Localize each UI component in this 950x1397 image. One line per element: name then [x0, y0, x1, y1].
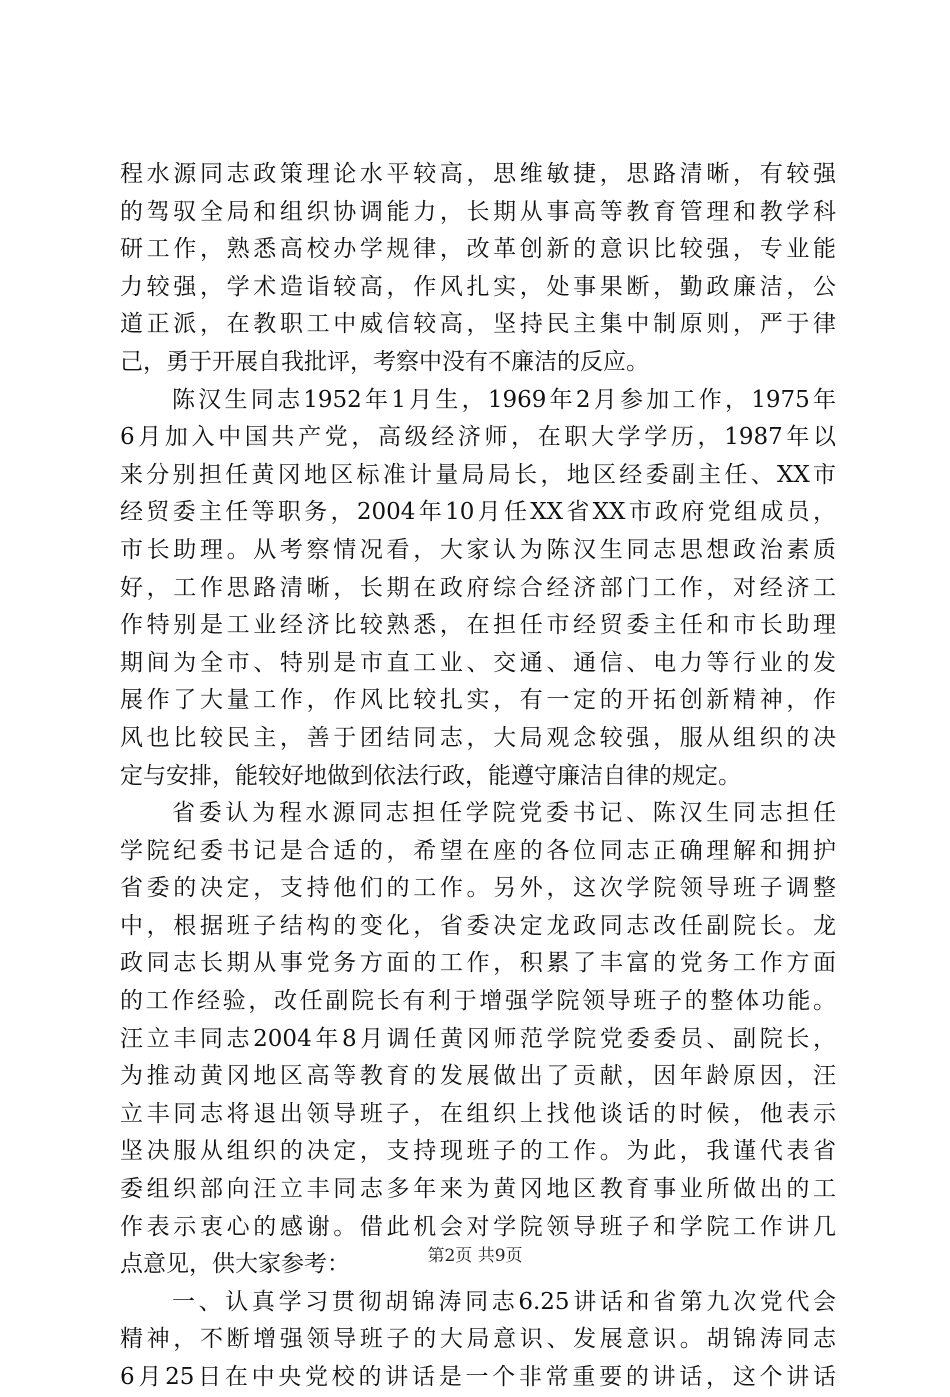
text-line: 展作了大量工作，作风比较扎实，有一定的开拓创新精神，作 — [120, 687, 836, 714]
text-line: 程水源同志政策理论水平较高，思维敏捷，思路清晰，有较强 — [120, 161, 836, 187]
text-line: 6月加入中国共产党，高级经济师，在职大学学历，1987年以 — [120, 424, 836, 451]
text-line: 政同志长期从事党务方面的工作，积累了丰富的党务工作方面 — [120, 950, 836, 977]
text-line: 作特别是工业经济比较熟悉，在担任市经贸委主任和市长助理 — [120, 612, 836, 639]
text-line: 省委的决定，支持他们的工作。另外，这次学院领导班子调整 — [120, 875, 836, 902]
text-line: 的驾驭全局和组织协调能力，长期从事高等教育管理和教学科 — [120, 198, 836, 225]
text-line: 己，勇于开展自我批评，考察中没有不廉洁的反应。 — [120, 348, 649, 375]
text-line: 点意见，供大家参考： — [120, 1251, 350, 1278]
text-line: 风也比较民主，善于团结同志，大局观念较强，服从组织的决 — [120, 724, 836, 751]
text-line: 经贸委主任等职务，2004年10月任XX省XX市政府党组成员， — [120, 499, 836, 526]
text-line: 中，根据班子结构的变化，省委决定龙政同志改任副院长。龙 — [120, 912, 836, 939]
page-footer: 第2页 共9页 — [427, 1246, 523, 1266]
text-line: 省委认为程水源同志担任学院党委书记、陈汉生同志担任 — [172, 800, 836, 827]
text-line: 陈汉生同志1952年1月生，1969年2月参加工作，1975年 — [172, 386, 836, 413]
text-line: 一、认真学习贯彻胡锦涛同志6.25讲话和省第九次党代会 — [172, 1288, 836, 1315]
text-line: 委组织部向汪立丰同志多年来为黄冈地区教育事业所做出的工 — [120, 1176, 836, 1203]
text-line: 来分别担任黄冈地区标准计量局局长，地区经委副主任、XX市 — [120, 461, 836, 488]
text-line: 6月25日在中央党校的讲话是一个非常重要的讲话，这个讲话 — [120, 1364, 836, 1390]
text-line: 市长助理。从考察情况看，大家认为陈汉生同志思想政治素质 — [120, 536, 836, 563]
text-line: 立丰同志将退出领导班子，在组织上找他谈话的时候，他表示 — [120, 1100, 836, 1127]
text-line: 研工作，熟悉高校办学规律，改革创新的意识比较强，专业能 — [120, 236, 836, 263]
text-line: 定与安排，能较好地做到依法行政，能遵守廉洁自律的规定。 — [120, 762, 741, 789]
text-line: 汪立丰同志2004年8月调任黄冈师范学院党委委员、副院长， — [120, 1025, 836, 1052]
text-line: 作表示衷心的感谢。借此机会对学院领导班子和学院工作讲几 — [120, 1213, 836, 1240]
text-line: 学院纪委书记是合适的，希望在座的各位同志正确理解和拥护 — [120, 837, 836, 864]
text-line: 道正派，在教职工中威信较高，坚持民主集中制原则，严于律 — [120, 311, 836, 338]
text-line: 的工作经验，改任副院长有利于增强学院领导班子的整体功能。 — [120, 988, 836, 1015]
document-body — [120, 156, 836, 1397]
text-line: 期间为全市、特别是市直工业、交通、通信、电力等行业的发 — [120, 649, 836, 676]
text-line: 好，工作思路清晰，长期在政府综合经济部门工作，对经济工 — [120, 574, 836, 601]
text-line: 坚决服从组织的决定，支持现班子的工作。为此，我谨代表省 — [120, 1138, 836, 1165]
text-line: 为推动黄冈地区高等教育的发展做出了贡献，因年龄原因，汪 — [120, 1063, 836, 1090]
text-line: 精神，不断增强领导班子的大局意识、发展意识。胡锦涛同志 — [120, 1326, 836, 1353]
text-line: 力较强，学术造诣较高，作风扎实，处事果断，勤政廉洁，公 — [120, 273, 836, 300]
